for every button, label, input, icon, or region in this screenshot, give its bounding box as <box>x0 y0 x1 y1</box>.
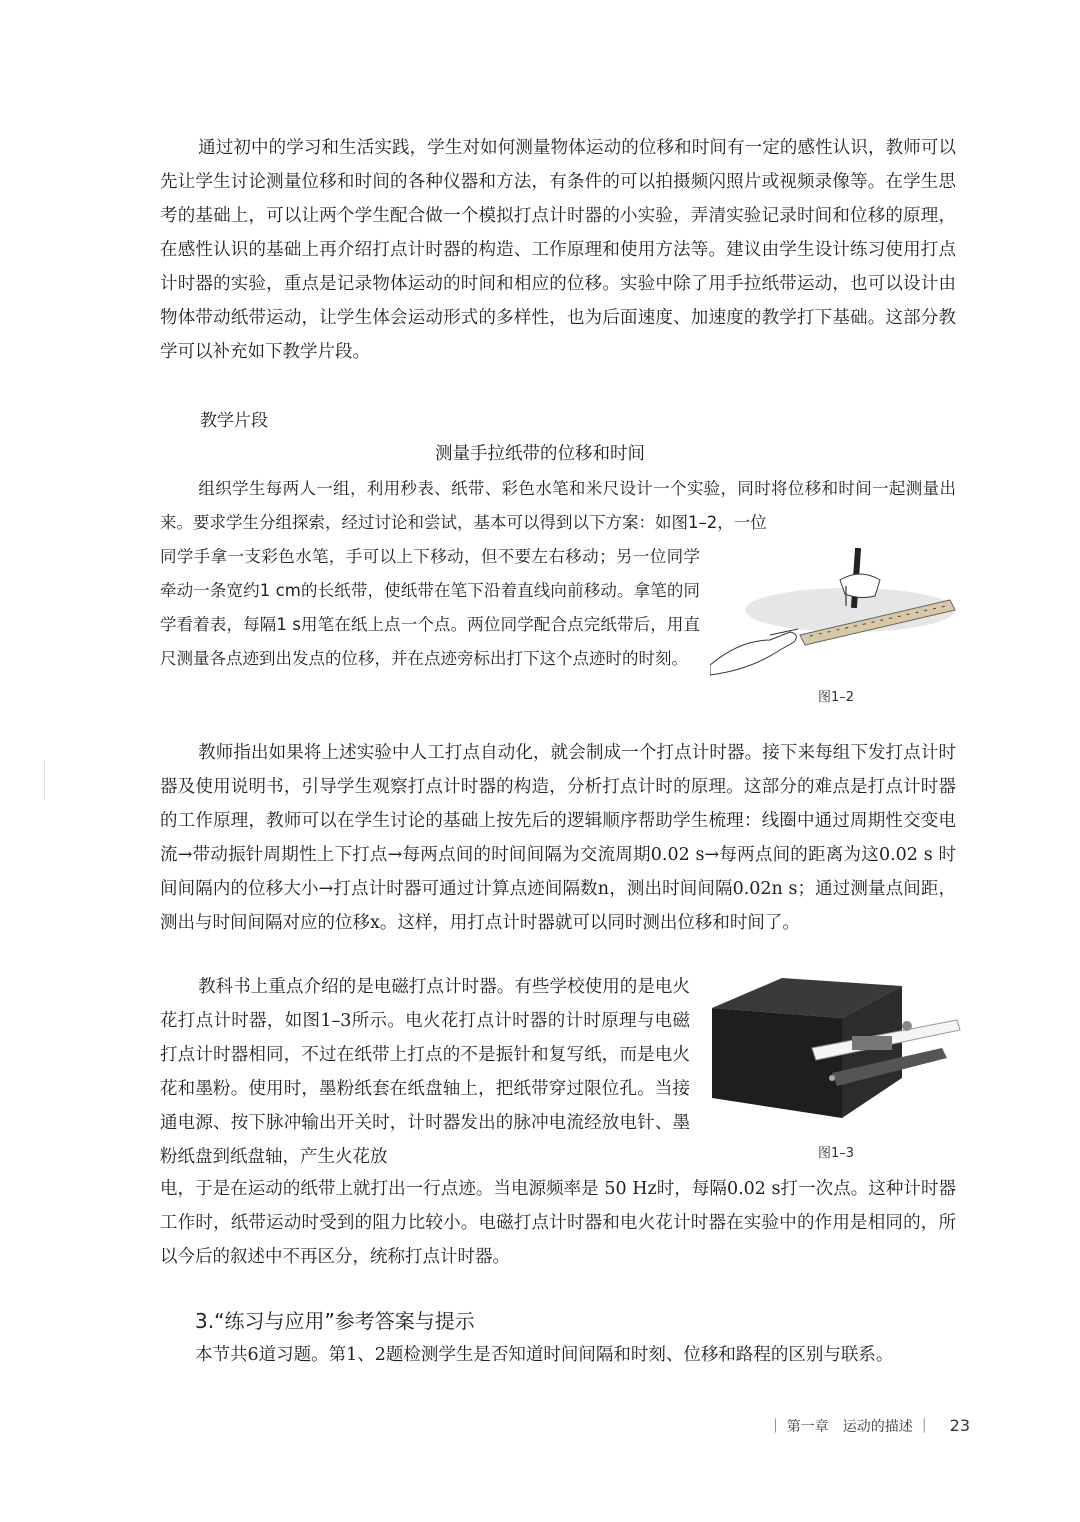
paragraph-activity-a: 组织学生每两人一组，利用秒表、纸带、彩色水笔和米尺设计一个实验，同时将位移和时间一起测量出来。要求学生分组探索，经过讨论和尝试，基本可以得到以下方案：如图1–2，一位 <box>160 479 956 532</box>
chapter-title: ｜ 第一章 运动的描述 ｜ <box>768 1419 932 1435</box>
page-number: 23 <box>949 1416 970 1435</box>
hand-pulling-strip <box>710 632 796 675</box>
paragraph-exercises: 本节共6道习题。第1、2题检测学生是否知道时间间隔和时刻、位移和路程的区别与联系。 <box>195 1345 894 1365</box>
paper-disk-axis <box>902 1021 912 1031</box>
page-footer <box>768 1416 970 1436</box>
timer-box-front <box>712 1008 842 1118</box>
section-label: 教学片段 <box>200 411 268 431</box>
figure-1-3 <box>712 978 962 1128</box>
figure-1-2 <box>710 540 960 680</box>
figure-1-3-caption: 图1–3 <box>818 1146 855 1161</box>
paragraph-activity-b: 同学手拿一支彩色水笔，手可以上下移动，但不要左右移动；另一位同学牵动一条宽约1 cm的长纸带，使纸带在笔下沿着直线向前移动。拿笔的同学看着表，每隔1 s用笔在纸上点一个点。两位同学配合点完纸带后，用直尺测量各点迹到出发点的位移，并在点迹旁标出打下这个点迹时的时刻。 <box>160 547 700 668</box>
paragraph-spark-timer-a: 教科书上重点介绍的是电磁打点计时器。有些学校使用的是电火花打点计时器，如图1–3所示。电火花打点计时器的计时原理与电磁打点计时器相同，不过在纸带上打点的不是振针和复写纸，而是电火花和墨粉。使用时，墨粉纸套在纸盘轴上，把纸带穿过限位孔。当接通电源、按下脉冲输出开关时，计时器发出的脉冲电流经放电针、墨粉纸盘到纸盘轴，产生火花放 <box>160 977 690 1167</box>
section-heading: 3.“练习与应用”参考答案与提示 <box>195 1309 475 1333</box>
activity-title: 测量手拉纸带的位移和时间 <box>435 444 645 464</box>
figure-1-2-caption: 图1–2 <box>818 690 855 705</box>
paragraph-timer-principle: 教师指出如果将上述实验中人工打点自动化，就会制成一个打点计时器。接下来每组下发打点计时器及使用说明书，引导学生观察打点计时器的构造，分析打点计时的原理。这部分的难点是打点计时器的工作原理，教师可以在学生讨论的基础上按先后的逻辑顺序帮助学生梳理：线圈中通过周期性交变电流→带动振针周期性上下打点→每两点间的时间间隔为交流周期0.02 s→每两点间的距离为这0.02 s 时间间隔内的位移大小→打点计时器可通过计算点迹间隔数n，测出时间间隔0.02n s；通过测量点间距，测出与时间间隔对应的位移x。这样，用打点计时器就可以同时测出位移和时间了。 <box>160 743 956 933</box>
page-edge-mark <box>44 760 45 800</box>
tape-guide <box>852 1036 892 1050</box>
paragraph-intro: 通过初中的学习和生活实践，学生对如何测量物体运动的位移和时间有一定的感性认识，教师可以先让学生讨论测量位移和时间的各种仪器和方法，有条件的可以拍摄频闪照片或视频录像等。在学生思考的基础上，可以让两个学生配合做一个模拟打点计时器的小实验，弄清实验记录时间和位移的原理，在感性认识的基础上再介绍打点计时器的构造、工作原理和使用方法等。建议由学生设计练习使用打点计时器的实验，重点是记录物体运动的时间和相应的位移。实验中除了用手拉纸带运动，也可以设计由物体带动纸带运动，让学生体会运动形式的多样性，也为后面速度、加速度的教学打下基础。这部分教学可以补充如下教学片段。 <box>160 138 956 362</box>
paragraph-spark-timer-b: 电，于是在运动的纸带上就打出一行点迹。当电源频率是 50 Hz时，每隔0.02 s打一次点。这种计时器工作时，纸带运动时受到的阻力比较小。电磁打点计时器和电火花计时器在实验中的作用是相同的，所以今后的叙述中不再区分，统称打点计时器。 <box>160 1179 956 1267</box>
terminal-knob <box>829 1075 835 1081</box>
